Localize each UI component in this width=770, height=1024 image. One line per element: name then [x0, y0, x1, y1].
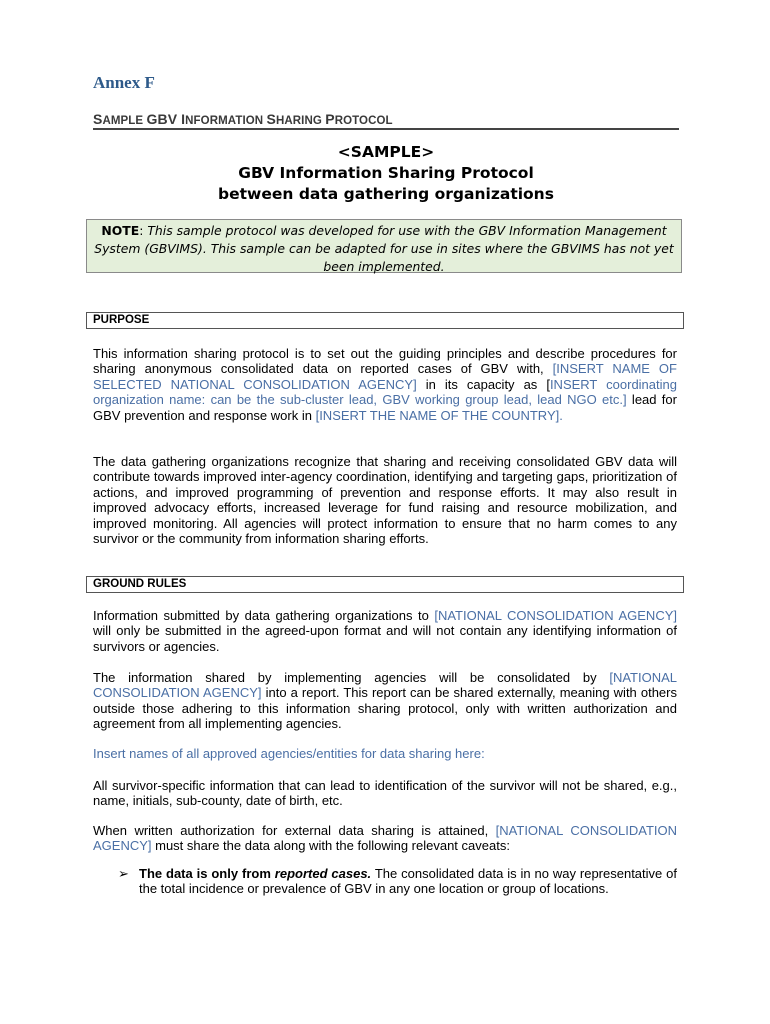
subtitle-part: NFORMATION [185, 115, 267, 127]
note-box [86, 219, 682, 273]
purpose-paragraph-1 [93, 346, 677, 423]
section-header-purpose: PURPOSE [86, 312, 684, 329]
placeholder-text: [INSERT NAME OF SELECTED NATIONAL CONSOLIDATION AGENCY] [93, 361, 677, 392]
paragraph-text: This information sharing protocol is to set out the guiding principles and describe procedures for sharing anonymous consolidated data on reported cases of GBV with, [93, 346, 677, 377]
subtitle-part: P [325, 111, 335, 127]
caveat-bold-italic: reported cases. [274, 866, 372, 881]
caveat-bold: The data is only from [139, 866, 275, 881]
placeholder-text: [NATIONAL CONSOLIDATION AGENCY] [434, 608, 677, 623]
document-subtitle [93, 111, 393, 127]
purpose-paragraph-2: The data gathering organizations recognize that sharing and receiving consolidated GBV data will contribute towards improved inter-agency coordination, identifying and targeting gaps, prioritization of actions, and improved programming of prevention and response efforts. It may also result in improved advocacy efforts, increased leverage for fund raising and resource mobilization, and improved monitoring. All agencies will protect information to ensure that no harm comes to any survivor or the community from information sharing efforts. [93, 454, 677, 547]
subtitle-part: HARING [275, 115, 326, 127]
subtitle-part: S [266, 111, 276, 127]
paragraph-text: lead for GBV prevention and response work in [93, 392, 677, 423]
paragraph-text: into a report. This report can be shared externally, meaning with others outside those adhering to this information sharing protocol, only with written authorization and agreement from all implementing agencies. [93, 685, 677, 732]
ground-rules-paragraph-1 [93, 608, 677, 654]
ground-rules-paragraph-5 [93, 823, 677, 854]
title-line-protocol: GBV Information Sharing Protocol [238, 164, 534, 182]
paragraph-text: in its capacity as [ [416, 376, 550, 392]
subtitle-part: AMPLE [102, 115, 147, 127]
placeholder-text: [NATIONAL CONSOLIDATION AGENCY] [93, 670, 677, 701]
header-divider [93, 128, 679, 130]
note-label: NOTE [101, 223, 140, 238]
placeholder-text: [NATIONAL CONSOLIDATION AGENCY] [93, 823, 677, 854]
document-title [93, 142, 679, 205]
paragraph-text: Information submitted by data gathering organizations to [93, 608, 435, 623]
title-line-between: between data gathering organizations [218, 185, 554, 203]
ground-rules-paragraph-4: All survivor-specific information that can lead to identification of the survivor will not be shared, e.g., name, initials, sub-county, date of birth, etc. [93, 778, 677, 809]
subtitle-part: ROTOCOL [334, 115, 393, 127]
paragraph-text: must share the data along with the following relevant caveats: [151, 838, 510, 854]
caveat-rest: The consolidated data is in no way representative of the total incidence or prevalence of GBV in any one location or group of locations. [139, 866, 678, 897]
note-colon: : [139, 223, 148, 238]
section-header-ground-rules: GROUND RULES [86, 576, 684, 593]
caveat-text [139, 866, 677, 897]
paragraph-text: The information shared by implementing agencies will be consolidated by [93, 670, 610, 685]
annex-label: Annex F [93, 73, 155, 92]
paragraph-text: When written authorization for external data sharing is attained, [93, 823, 496, 838]
ground-rules-insert-instruction: Insert names of all approved agencies/entities for data sharing here: [93, 746, 485, 761]
note-text: This sample protocol was developed for use with the GBV Information Management System (GBVIMS). This sample can be adapted for use in sites where the GBVIMS has not yet been implemented. [94, 223, 674, 274]
title-line-sample: <SAMPLE> [337, 143, 435, 161]
placeholder-text: INSERT coordinating organization name: can be the sub-cluster lead, GBV working group lead, lead NGO etc.] [93, 376, 677, 408]
subtitle-part: S [93, 111, 103, 127]
placeholder-text: [INSERT THE NAME OF THE COUNTRY]. [315, 407, 563, 423]
subtitle-part: GBV I [146, 111, 186, 127]
paragraph-text: will only be submitted in the agreed-upon format and will not contain any identifying information of survivors or agencies. [93, 623, 677, 654]
arrow-bullet-icon: ➢ [118, 866, 129, 881]
ground-rules-paragraph-2 [93, 670, 677, 732]
